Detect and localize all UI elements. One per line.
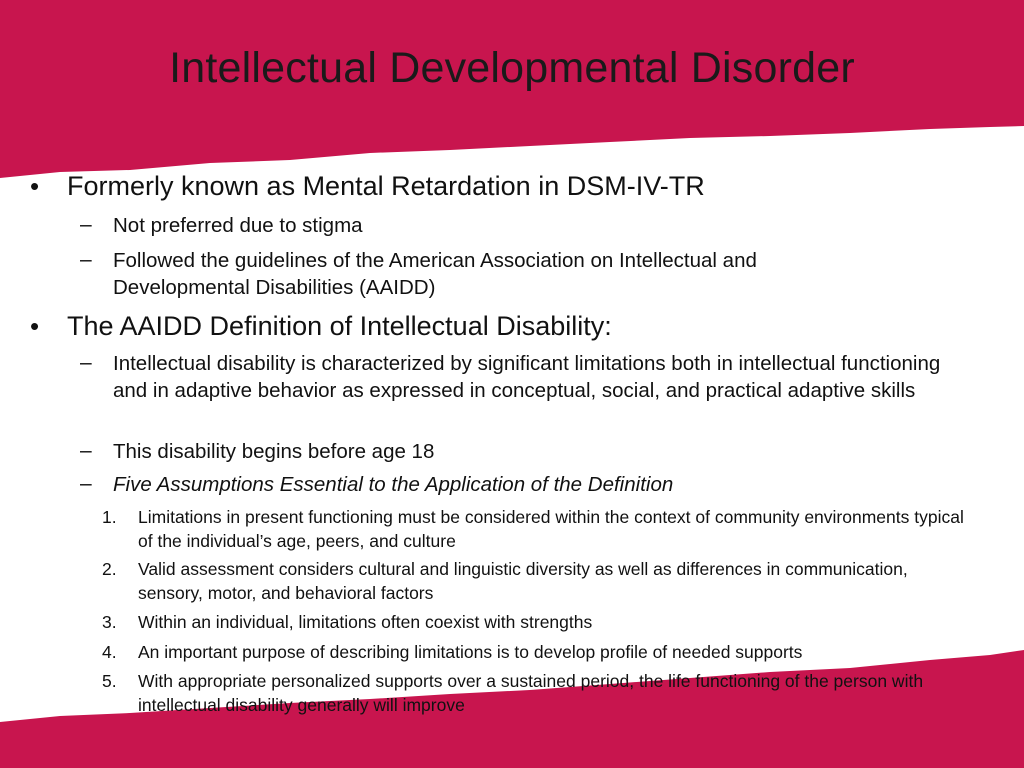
bullet-marker: •	[30, 171, 40, 201]
dash-marker: –	[80, 472, 92, 495]
assumption-number: 5.	[102, 671, 117, 691]
assumption-number: 4.	[102, 642, 117, 662]
assumption-1: Limitations in present functioning must be considered within the context of community environments typical of the individual’s age, peers, and culture	[138, 507, 964, 551]
assumption-2: Valid assessment considers cultural and linguistic diversity as well as differences in communication, sensory, motor, and behavioral factors	[138, 559, 908, 603]
dash-marker: –	[80, 351, 92, 374]
sub-bullet-2-1: Intellectual disability is characterized by significant limitations both in intellectual functioning and in adaptive behavior as expressed in conceptual, social, and practical adaptive skills	[113, 352, 941, 402]
sub-bullet-2-2: This disability begins before age 18	[113, 440, 435, 463]
assumption-5: With appropriate personalized supports over a sustained period, the life functioning of the person with intellectual disability generally will improve	[138, 671, 924, 715]
bullet-2-text: The AAIDD Definition of Intellectual Disability:	[67, 311, 612, 341]
slide-title: Intellectual Developmental Disorder	[169, 44, 855, 92]
sub-bullet-1-1: Not preferred due to stigma	[113, 214, 363, 237]
bullet-1-text: Formerly known as Mental Retardation in DSM-IV-TR	[67, 171, 705, 201]
bullet-marker: •	[30, 311, 40, 341]
dash-marker: –	[80, 248, 92, 271]
assumption-3: Within an individual, limitations often coexist with strengths	[138, 612, 593, 632]
dash-marker: –	[80, 439, 92, 462]
assumption-number: 3.	[102, 612, 117, 632]
sub-bullet-1-2: Followed the guidelines of the American Association on Intellectual and Developmental Disabilities (AAIDD)	[113, 249, 757, 299]
assumption-number: 2.	[102, 559, 117, 579]
sub-bullet-2-3: Five Assumptions Essential to the Application of the Definition	[113, 473, 674, 496]
assumption-4: An important purpose of describing limitations is to develop profile of needed supports	[138, 642, 803, 662]
dash-marker: –	[80, 213, 92, 236]
assumption-number: 1.	[102, 507, 117, 527]
